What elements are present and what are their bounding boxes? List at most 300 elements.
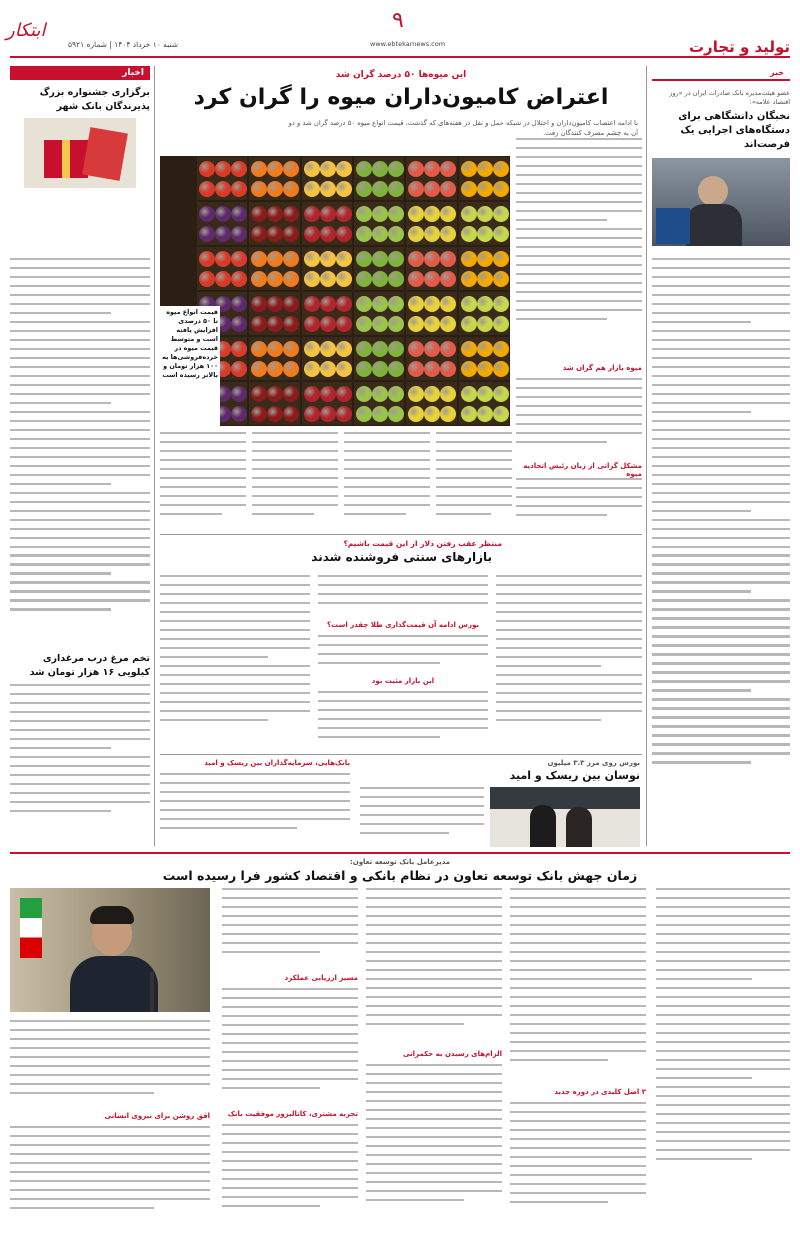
- fruit: [408, 251, 424, 267]
- fruit: [461, 386, 477, 402]
- speaker-suit: [70, 956, 158, 1012]
- fruit: [267, 226, 283, 242]
- bottom-body-10: [10, 1126, 210, 1228]
- fruit: [493, 226, 509, 242]
- bourse-story: [160, 754, 642, 851]
- fruit: [408, 161, 424, 177]
- main-body-bottom-3: [344, 432, 430, 532]
- fruit: [493, 251, 509, 267]
- fruit: [304, 271, 320, 287]
- fruit: [424, 316, 440, 332]
- fruit: [388, 406, 404, 422]
- fruit: [251, 271, 267, 287]
- bottom-subhead2: الزام‌های رسیدن به حکمرانی: [402, 1050, 502, 1058]
- fruit: [356, 181, 372, 197]
- bottom-body-1: [656, 888, 790, 1228]
- left-item1-title: برگزاری جشنواره بزرگ پذیرندگان بانک شهر: [39, 87, 150, 112]
- masthead-rule: [10, 56, 790, 58]
- fruit: [251, 386, 267, 402]
- fruit: [408, 386, 424, 402]
- fruit: [356, 386, 372, 402]
- bottom-body-6: [222, 888, 358, 972]
- fruit: [477, 406, 493, 422]
- right-column-body: [652, 258, 790, 848]
- main-body-right-2: [516, 378, 642, 458]
- fruit: [440, 316, 456, 332]
- fruit: [320, 161, 336, 177]
- fruit-crate: [459, 292, 509, 335]
- bottom-headline: زمان جهش بانک توسعه تعاون در نظام بانکی و اقتصاد کشور فرا رسیده است: [162, 868, 638, 883]
- fruit: [304, 161, 320, 177]
- fruit: [388, 271, 404, 287]
- fruit: [231, 251, 247, 267]
- fruit-crate: [406, 337, 456, 380]
- fruit: [477, 161, 493, 177]
- fruit: [215, 181, 231, 197]
- masthead: [0, 0, 800, 62]
- fruit: [320, 341, 336, 357]
- sub-body-4: [318, 691, 488, 749]
- fruit: [372, 316, 388, 332]
- fruit: [493, 341, 509, 357]
- fruit: [424, 341, 440, 357]
- fruit: [461, 181, 477, 197]
- fruit: [320, 361, 336, 377]
- fruit: [493, 361, 509, 377]
- bottom-photo: [10, 888, 210, 1012]
- fruit: [283, 316, 299, 332]
- fruit: [477, 316, 493, 332]
- fruit-crate: [302, 202, 352, 245]
- sub-body-2: [318, 575, 488, 619]
- fruit-crate: [354, 292, 404, 335]
- fruit-crate: [459, 202, 509, 245]
- fruit: [304, 206, 320, 222]
- fruit: [372, 386, 388, 402]
- section-title: تولید و تجارت: [688, 38, 790, 56]
- pull-quote: قیمت انواع میوه تا ۵۰ درصدی افزایش یافته است و متوسط قیمت میوه در خرده‌فروشی‌ها به ۱۰۰ هزار تومان و بالاتر رسیده است: [162, 308, 218, 379]
- fruit: [320, 181, 336, 197]
- right-column-label: خبر: [652, 66, 790, 81]
- right-kicker: عضو هیئت‌مدیره بانک صادرات ایران در «روز اقتصاد علامه»:: [669, 89, 790, 106]
- sub-body-3: [318, 635, 488, 675]
- fruit: [283, 341, 299, 357]
- left-item2-title: تخم مرغ درب مرغداری کیلویی ۱۶ هزار تومان شد: [29, 653, 150, 678]
- bottom-body-7: [222, 988, 358, 1108]
- fruit-crate: [197, 157, 247, 200]
- fruit: [388, 161, 404, 177]
- website-url: www.ebtekarnews.com: [370, 40, 446, 48]
- fruit: [199, 271, 215, 287]
- fruit: [283, 226, 299, 242]
- fruit: [424, 206, 440, 222]
- sub-story: [160, 534, 642, 753]
- main-body-bottom-4: [436, 432, 512, 532]
- fruit: [461, 406, 477, 422]
- fruit: [304, 226, 320, 242]
- bottom-story: [10, 852, 790, 1234]
- fruit-crate: [249, 202, 299, 245]
- microphone: [150, 972, 154, 1012]
- fruit: [493, 181, 509, 197]
- fruit: [388, 206, 404, 222]
- fruit: [267, 316, 283, 332]
- fruit: [372, 271, 388, 287]
- fruit: [356, 251, 372, 267]
- fruit: [320, 251, 336, 267]
- fruit: [336, 226, 352, 242]
- fruit: [320, 271, 336, 287]
- fruit: [336, 361, 352, 377]
- main-body-right: [516, 138, 642, 360]
- fruit: [440, 181, 456, 197]
- fruit: [336, 181, 352, 197]
- fruit: [336, 386, 352, 402]
- fruit-crate: [406, 202, 456, 245]
- issue-line: شنبه ۱۰ خرداد ۱۴۰۴ | شماره ۵۹۲۱: [68, 40, 178, 49]
- fruit: [283, 251, 299, 267]
- bourse-body-1: [360, 787, 484, 849]
- fruit: [231, 406, 247, 422]
- bottom-subhead1: ۳ اصل کلیدی در دوره جدید: [554, 1088, 646, 1096]
- fruit-crate: [354, 247, 404, 290]
- fruit: [251, 206, 267, 222]
- fruit: [408, 181, 424, 197]
- fruit-crate: [302, 157, 352, 200]
- fruit: [283, 386, 299, 402]
- fruit-crate: [249, 157, 299, 200]
- fruit: [372, 226, 388, 242]
- person-left: [530, 805, 556, 847]
- page-number: ۹: [392, 8, 404, 33]
- fruit: [283, 406, 299, 422]
- fruit: [372, 181, 388, 197]
- fruit: [424, 161, 440, 177]
- fruit: [440, 161, 456, 177]
- fruit: [215, 161, 231, 177]
- fruit: [199, 206, 215, 222]
- main-subhead1: میوه بازار هم گران شد: [562, 364, 642, 372]
- fruit: [231, 361, 247, 377]
- right-photo: [652, 158, 790, 246]
- fruit: [408, 341, 424, 357]
- fruit: [493, 316, 509, 332]
- fruit: [461, 226, 477, 242]
- sub-subhead1: بورس ادامه آن قیمت‌گذاری طلا چقدر است؟: [327, 621, 479, 629]
- fruit: [408, 271, 424, 287]
- fruit: [231, 341, 247, 357]
- fruit: [388, 316, 404, 332]
- fruit-crate: [459, 247, 509, 290]
- bottom-subhead3: مسیر ارزیابی عملکرد: [284, 974, 358, 982]
- left-item1-body: [10, 258, 150, 650]
- fruit: [461, 251, 477, 267]
- fruit: [267, 296, 283, 312]
- fruit: [408, 206, 424, 222]
- fruit: [199, 251, 215, 267]
- fruit: [336, 206, 352, 222]
- fruit: [408, 361, 424, 377]
- fruit-crate: [302, 337, 352, 380]
- fruit-crate: [302, 247, 352, 290]
- fruit: [493, 406, 509, 422]
- fruit: [231, 316, 247, 332]
- fruit: [388, 181, 404, 197]
- fruit: [251, 406, 267, 422]
- fruit: [461, 296, 477, 312]
- fruit: [356, 206, 372, 222]
- fruit-crate: [406, 247, 456, 290]
- fruit: [440, 341, 456, 357]
- fruit-crate: [249, 292, 299, 335]
- fruit: [477, 251, 493, 267]
- fruit: [477, 361, 493, 377]
- fruit: [388, 226, 404, 242]
- fruit: [388, 296, 404, 312]
- fruit: [356, 161, 372, 177]
- fruit: [215, 206, 231, 222]
- fruit: [424, 181, 440, 197]
- fruit: [493, 271, 509, 287]
- fruit: [388, 386, 404, 402]
- fruit: [304, 361, 320, 377]
- fruit: [320, 406, 336, 422]
- fruit-crate: [354, 202, 404, 245]
- fruit: [251, 316, 267, 332]
- fruit: [215, 226, 231, 242]
- main-body-bottom-2: [252, 432, 338, 532]
- fruit: [440, 271, 456, 287]
- fruit: [320, 226, 336, 242]
- fruit: [336, 341, 352, 357]
- fruit: [304, 296, 320, 312]
- logo: ابتکار: [6, 20, 46, 41]
- fruit: [251, 161, 267, 177]
- fruit: [304, 406, 320, 422]
- fruit: [304, 181, 320, 197]
- person-right: [566, 807, 592, 847]
- fruit: [251, 226, 267, 242]
- fruit-crate: [459, 337, 509, 380]
- fruit: [231, 271, 247, 287]
- fruit: [231, 386, 247, 402]
- fruit: [372, 341, 388, 357]
- fruit: [408, 316, 424, 332]
- speaker-hair: [90, 906, 134, 924]
- fruit: [477, 226, 493, 242]
- fruit: [493, 386, 509, 402]
- fruit: [356, 341, 372, 357]
- fruit: [231, 226, 247, 242]
- fruit: [320, 386, 336, 402]
- fruit: [424, 251, 440, 267]
- bottom-kicker: مدیرعامل بانک توسعه تعاون:: [349, 858, 451, 866]
- bottom-body-2: [510, 888, 646, 1084]
- fruit: [336, 271, 352, 287]
- fruit: [388, 361, 404, 377]
- fruit: [440, 406, 456, 422]
- fruit-crate: [197, 247, 247, 290]
- fruit-crate: [459, 382, 509, 425]
- fruit: [408, 296, 424, 312]
- right-headline: نخبگان دانشگاهی برای دستگاه‌های اجرایی یک فرصت‌اند: [678, 111, 790, 150]
- fruit-crate: [406, 292, 456, 335]
- bottom-subhead4: تجربه مشتری، کاتالیزور موفقیت بانک: [227, 1110, 358, 1118]
- right-column-divider: [646, 66, 647, 846]
- fruit-crate: [302, 382, 352, 425]
- fruit: [231, 206, 247, 222]
- fruit: [461, 271, 477, 287]
- fruit: [267, 271, 283, 287]
- fruit: [372, 251, 388, 267]
- fruit: [440, 386, 456, 402]
- fruit: [356, 316, 372, 332]
- fruit: [356, 361, 372, 377]
- fruit: [320, 316, 336, 332]
- fruit: [461, 341, 477, 357]
- bourse-headline: نوسان بین ریسک و امید: [509, 769, 640, 782]
- fruit-crate: [354, 337, 404, 380]
- fruit: [336, 296, 352, 312]
- fruit: [251, 251, 267, 267]
- fruit: [199, 181, 215, 197]
- fruit-crate: [459, 157, 509, 200]
- left-column-label: اخبار: [10, 66, 150, 80]
- fruit: [283, 161, 299, 177]
- sub-subhead2: این بازار مثبت بود: [371, 677, 435, 685]
- bottom-body-3: [510, 1102, 646, 1228]
- fruit: [440, 251, 456, 267]
- fruit: [251, 341, 267, 357]
- flag-icon: [20, 898, 42, 958]
- sub-body-5: [496, 575, 642, 749]
- fruit: [477, 271, 493, 287]
- left-column: [10, 62, 150, 852]
- fruit: [493, 206, 509, 222]
- fruit-crate: [406, 157, 456, 200]
- right-column: [652, 62, 790, 852]
- fruit: [215, 271, 231, 287]
- fruit: [461, 361, 477, 377]
- fruit: [424, 361, 440, 377]
- person-figure: [698, 176, 728, 206]
- fruit: [440, 296, 456, 312]
- sub-body-1: [160, 575, 310, 749]
- bottom-subhead5: افق روشن برای نیروی انسانی: [104, 1112, 210, 1120]
- fruit-crate: [249, 337, 299, 380]
- fruit: [267, 206, 283, 222]
- board-display: [490, 787, 640, 809]
- sub-kicker: منتظر عقب رفتن دلار از این قیمت باشیم؟: [343, 539, 502, 548]
- fruit: [304, 316, 320, 332]
- main-body-bottom-1: [160, 432, 246, 532]
- fruit-crate: [249, 247, 299, 290]
- fruit: [251, 361, 267, 377]
- fruit: [477, 341, 493, 357]
- fruit-crate: [249, 382, 299, 425]
- fruit-grid: [196, 156, 510, 426]
- bottom-body-8: [222, 1124, 358, 1228]
- fruit: [336, 406, 352, 422]
- fruit-crate: [354, 157, 404, 200]
- fruit: [356, 296, 372, 312]
- fruit: [372, 406, 388, 422]
- bottom-body-5: [366, 1064, 502, 1228]
- fruit: [461, 161, 477, 177]
- fruit: [477, 181, 493, 197]
- bourse-photo: [490, 787, 640, 847]
- fruit: [267, 361, 283, 377]
- fruit: [267, 341, 283, 357]
- fruit: [424, 226, 440, 242]
- fruit: [408, 406, 424, 422]
- fruit: [267, 251, 283, 267]
- main-story: [160, 64, 642, 534]
- fruit: [461, 206, 477, 222]
- fruit: [461, 316, 477, 332]
- fruit: [304, 386, 320, 402]
- fruit: [372, 361, 388, 377]
- bourse-subhead1: بانک‌هایی، سرمایه‌گذاران بین ریسک و امید: [204, 759, 350, 767]
- fruit: [231, 181, 247, 197]
- pull-quote-box: [160, 306, 220, 426]
- fruit-crate: [197, 202, 247, 245]
- fruit: [493, 161, 509, 177]
- fruit: [408, 226, 424, 242]
- fruit: [477, 386, 493, 402]
- fruit: [267, 161, 283, 177]
- fruit: [424, 406, 440, 422]
- fruit: [440, 206, 456, 222]
- bottom-body-9: [10, 1020, 210, 1110]
- fruit: [336, 316, 352, 332]
- fruit: [388, 341, 404, 357]
- fruit: [493, 296, 509, 312]
- fruit: [336, 161, 352, 177]
- fruit: [440, 361, 456, 377]
- fruit-photo: [160, 156, 510, 426]
- fruit: [283, 206, 299, 222]
- fruit: [356, 406, 372, 422]
- left-item2-body: [10, 684, 150, 850]
- fruit: [267, 406, 283, 422]
- fruit-crate: [302, 292, 352, 335]
- fruit: [440, 226, 456, 242]
- fruit: [424, 271, 440, 287]
- main-headline: اعتراض کامیون‌داران میوه را گران کرد: [193, 85, 609, 110]
- left-column-divider: [154, 66, 155, 846]
- main-kicker: این میوه‌ها ۵۰ درصد گران شد: [335, 70, 467, 80]
- fruit: [199, 226, 215, 242]
- bottom-body-4: [366, 888, 502, 1046]
- main-lead: با ادامه اعتصاب کامیون‌داران و اختلال در شبکه حمل و نقل در هفته‌های که گذشت، قیمت انواع میوه ۵۰ درصد گران شد و دو آن به چشم مصرف کنندگان رفت.: [288, 119, 638, 137]
- fruit: [251, 296, 267, 312]
- fruit: [304, 341, 320, 357]
- fruit-crate: [354, 382, 404, 425]
- fruit: [372, 206, 388, 222]
- fruit: [283, 361, 299, 377]
- fruit: [231, 296, 247, 312]
- main-subhead2: مشکل گرانی از زبان رئیس اتحادیه میوه: [523, 462, 642, 478]
- fruit: [199, 161, 215, 177]
- bourse-kicker: بورس روی مرز ۳.۳ میلیون: [547, 759, 640, 767]
- fruit: [267, 181, 283, 197]
- fruit: [424, 386, 440, 402]
- fruit: [304, 251, 320, 267]
- main-body-bottom-5: [516, 478, 642, 532]
- fruit: [251, 181, 267, 197]
- fruit: [424, 296, 440, 312]
